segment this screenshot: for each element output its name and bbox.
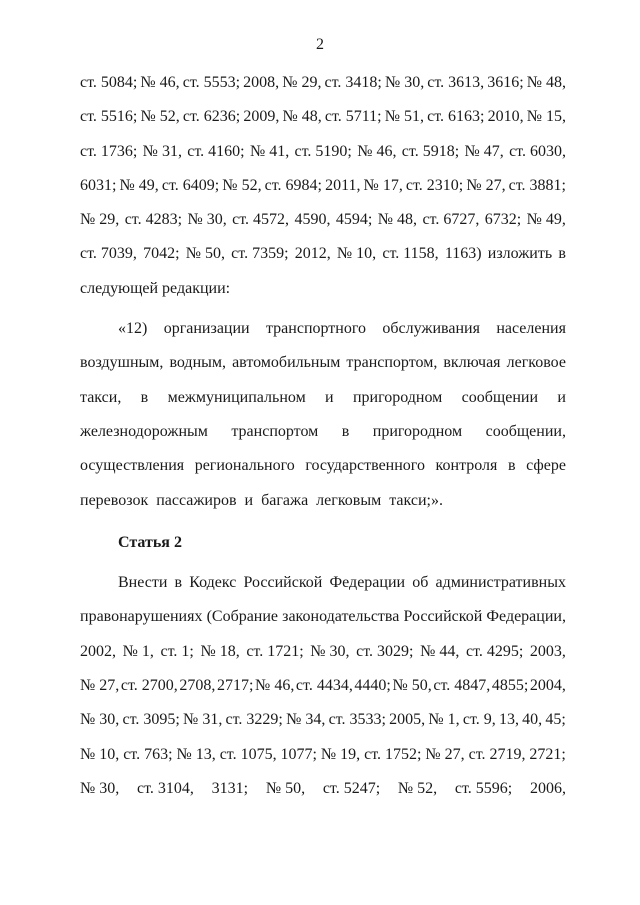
word: 45; xyxy=(545,711,566,729)
word: ст. 3095; xyxy=(122,711,180,729)
word: № 30, xyxy=(80,779,120,797)
word: ст. 6236; xyxy=(182,108,241,126)
word: ст. 5711; xyxy=(324,108,382,126)
word: 4855; xyxy=(491,677,529,695)
paragraph-line xyxy=(80,635,566,669)
word: 2004, xyxy=(529,677,566,695)
word: административных xyxy=(435,574,566,592)
word: в xyxy=(507,457,516,475)
word: № 44, xyxy=(420,642,460,660)
word: ст. 3533; xyxy=(328,711,386,729)
word: № 46, xyxy=(255,677,295,695)
word: ст. 7039, xyxy=(80,245,137,263)
word: № 10, xyxy=(336,245,377,263)
word: № 17, xyxy=(363,176,403,194)
word: воздушным, xyxy=(80,354,164,372)
word: 2009, xyxy=(243,108,280,126)
word: 40, xyxy=(522,711,543,729)
word: 3616; xyxy=(487,74,524,91)
word: контроля xyxy=(435,457,498,475)
word: № 1, xyxy=(122,642,154,660)
word: ст. 2719, xyxy=(468,745,526,763)
word: 4440; xyxy=(354,677,391,695)
word: ст. 1736; xyxy=(80,142,138,160)
word: ст. 6409; xyxy=(161,176,220,194)
paragraph-line: перевозок пассажиров и багажа легковым такси;». xyxy=(80,491,443,509)
word: № 51, xyxy=(384,108,424,126)
word: ст. 3418; xyxy=(324,74,382,91)
word: № 19, xyxy=(320,745,361,763)
paragraph-line xyxy=(80,135,566,169)
word: ст. 5516; xyxy=(80,108,138,126)
word: 2003, xyxy=(529,642,566,660)
paragraph-line xyxy=(80,346,566,380)
word: ст. 3104, xyxy=(137,779,194,797)
word: № 13, xyxy=(176,745,216,763)
paragraph-amendment-text xyxy=(80,312,566,483)
word: ст. 6163; xyxy=(427,108,485,126)
word: 3131; xyxy=(211,779,249,797)
word: организации xyxy=(163,320,250,338)
word: ст. 2310; xyxy=(405,176,464,194)
word: Федерации, xyxy=(486,608,566,626)
word: ст. 4295; xyxy=(465,642,524,660)
word: изложить xyxy=(487,245,553,263)
paragraph-article-2 xyxy=(80,566,566,806)
word: сообщении, xyxy=(485,422,566,440)
word: № 48, xyxy=(282,108,322,126)
word: № 34, xyxy=(286,711,326,729)
paragraph-line xyxy=(80,449,566,483)
word: № 30, xyxy=(187,211,227,229)
word: железнодорожным xyxy=(80,422,208,440)
word: № 15, xyxy=(526,108,566,126)
word: № 30, xyxy=(310,642,350,660)
word: 4594; xyxy=(335,211,373,229)
paragraph-legal-references xyxy=(80,66,566,272)
word: транспортного xyxy=(265,320,367,338)
paragraph-line xyxy=(80,66,566,100)
word: № 41, xyxy=(249,142,290,160)
word: обслуживания xyxy=(382,320,480,338)
word: № 18, xyxy=(200,642,240,660)
word: ст. 6727, xyxy=(422,211,480,229)
word: ст. 5247; xyxy=(322,779,381,797)
word: ст. 763; xyxy=(123,745,173,763)
word: 2012, xyxy=(294,245,331,263)
word: 13, xyxy=(498,711,519,729)
word: и xyxy=(325,388,334,406)
word: № 27, xyxy=(425,745,465,763)
word: Российской xyxy=(403,608,483,626)
word: транспортом xyxy=(231,422,319,440)
word: Федерации xyxy=(329,574,406,592)
word: в xyxy=(174,574,183,592)
word: № 50, xyxy=(185,245,225,263)
word: ст. 5084; xyxy=(80,74,138,91)
word: № 27, xyxy=(80,677,120,695)
word: 2005, xyxy=(389,711,426,729)
word: № 30, xyxy=(80,711,120,729)
word: пригородном xyxy=(352,388,443,406)
word: 1077; xyxy=(280,745,317,763)
word: ст. 4160; xyxy=(187,142,245,160)
paragraph-line xyxy=(80,381,566,415)
word: Кодекс xyxy=(189,574,237,592)
paragraph-line xyxy=(80,738,566,772)
word: № 31, xyxy=(183,711,223,729)
word: ст. 4572, xyxy=(232,211,290,229)
word: № 49, xyxy=(119,176,159,194)
word: № 48, xyxy=(377,211,418,229)
word: ст. 3229; xyxy=(225,711,283,729)
word: ст. 5190; xyxy=(294,142,352,160)
word: ст. 7359; xyxy=(231,245,289,263)
word: № 29, xyxy=(80,211,120,229)
word: и xyxy=(557,388,566,406)
paragraph-line xyxy=(80,312,566,346)
word: легковое xyxy=(506,354,566,372)
word: сфере xyxy=(526,457,566,475)
word: № 52, xyxy=(140,108,180,126)
word: 2008, xyxy=(243,74,280,91)
paragraph-line xyxy=(80,600,566,634)
paragraph-line xyxy=(80,415,566,449)
word: 2010, xyxy=(487,108,524,126)
word: ст. 6030, xyxy=(509,142,566,160)
document-body xyxy=(80,66,566,806)
word: № 49, xyxy=(526,211,566,229)
word: № 52, xyxy=(222,176,262,194)
word: № 31, xyxy=(142,142,182,160)
word: ст. 1721; xyxy=(246,642,304,660)
word: 2717; xyxy=(216,677,254,695)
word: государственного xyxy=(305,457,425,475)
paragraph-line xyxy=(80,772,566,806)
word: 1163) xyxy=(444,245,482,263)
word: (Собрание xyxy=(206,608,279,626)
paragraph-line xyxy=(80,203,566,237)
word: ст. 3613, xyxy=(427,74,485,91)
word: № 10, xyxy=(80,745,120,763)
word: 2002, xyxy=(80,642,116,660)
word: правонарушениях xyxy=(80,608,203,626)
word: ст. 1075, xyxy=(219,745,277,763)
word: пригородном xyxy=(372,422,463,440)
word: 2721; xyxy=(529,745,566,763)
word: № 48, xyxy=(526,74,566,91)
word: 6732; xyxy=(484,211,522,229)
paragraph-line xyxy=(80,703,566,737)
word: № 47, xyxy=(464,142,504,160)
paragraph-line xyxy=(80,169,566,203)
word: законодательства xyxy=(282,608,400,626)
word: № 50, xyxy=(392,677,432,695)
paragraph-line xyxy=(80,100,566,134)
word: населения xyxy=(496,320,566,338)
page-number: 2 xyxy=(316,36,324,53)
word: включая xyxy=(443,354,501,372)
word: водным, xyxy=(169,354,226,372)
word: 2011, xyxy=(325,176,361,194)
word: ст. 4434, xyxy=(295,677,353,695)
word: № 27, xyxy=(466,176,506,194)
word: в xyxy=(341,422,350,440)
word: ст. 6984; xyxy=(264,176,322,194)
word: 2708, xyxy=(179,677,216,695)
word: Внести xyxy=(118,574,168,592)
word: ст. 4847, xyxy=(433,677,491,695)
word: ст. 5553; xyxy=(182,74,241,91)
article-heading: Статья 2 xyxy=(118,533,182,551)
word: Российской xyxy=(243,574,323,592)
word: № 30, xyxy=(384,74,425,91)
word: межмуниципальном xyxy=(167,388,306,406)
word: осуществления xyxy=(80,457,185,475)
word: № 52, xyxy=(397,779,438,797)
word: 2006, xyxy=(529,779,566,797)
word: № 46, xyxy=(140,74,180,91)
word: ст. 4283; xyxy=(124,211,183,229)
paragraph-line: следующей редакции: xyxy=(80,279,231,297)
word: № 1, xyxy=(428,711,460,729)
word: в xyxy=(140,388,149,406)
word: ст. 1158, xyxy=(382,245,439,263)
word: № 29, xyxy=(282,74,322,91)
word: ст. 5918; xyxy=(401,142,460,160)
word: транспортом, xyxy=(346,354,438,372)
paragraph-line xyxy=(80,237,566,271)
paragraph-line xyxy=(80,566,566,600)
word: № 46, xyxy=(357,142,397,160)
word: ст. 9, xyxy=(462,711,496,729)
word: 6031; xyxy=(80,176,117,194)
word: такси, xyxy=(80,388,122,406)
word: 7042; xyxy=(143,245,180,263)
word: ст. 3029; xyxy=(356,642,414,660)
word: ст. 3881; xyxy=(508,176,566,194)
word: сообщении xyxy=(461,388,539,406)
word: ст. 5596; xyxy=(454,779,513,797)
word: регионального xyxy=(194,457,295,475)
word: «12) xyxy=(118,320,148,338)
paragraph-line xyxy=(80,669,566,703)
word: 4590, xyxy=(294,211,331,229)
word: ст. 1752; xyxy=(364,745,422,763)
word: ст. 1; xyxy=(160,642,194,660)
word: об xyxy=(412,574,429,592)
word: в xyxy=(558,245,566,263)
word: № 50, xyxy=(265,779,306,797)
word: ст. 2700, xyxy=(120,677,178,695)
word: автомобильным xyxy=(232,354,341,372)
